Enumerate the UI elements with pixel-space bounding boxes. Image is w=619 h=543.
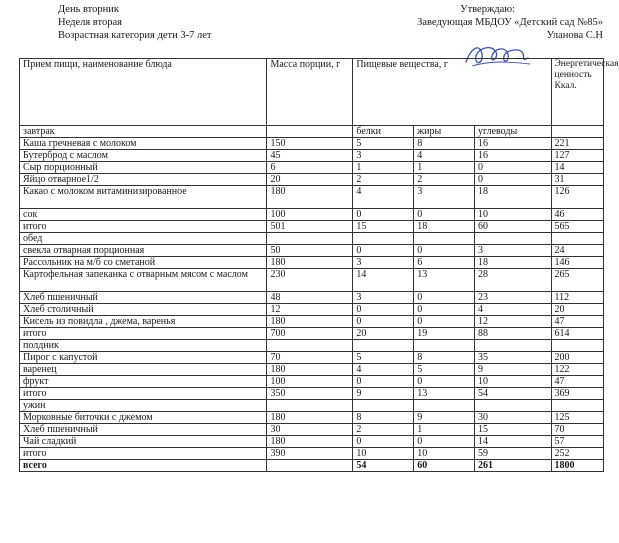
cell-mass: 501 xyxy=(267,221,353,233)
cell-carbs: 23 xyxy=(475,292,552,304)
cell-protein: 3 xyxy=(353,150,414,162)
cell-protein xyxy=(353,400,414,412)
cell-mass: 350 xyxy=(267,388,353,400)
cell-energy: 122 xyxy=(551,364,603,376)
table-row xyxy=(20,269,604,292)
table-row xyxy=(20,233,604,245)
cell-fat: 4 xyxy=(414,150,475,162)
cell-name: итого xyxy=(20,448,267,460)
cell-energy: 565 xyxy=(551,221,603,233)
cell-name: Хлеб столичный xyxy=(20,304,267,316)
cell-carbs: 30 xyxy=(475,412,552,424)
cell-fat xyxy=(414,400,475,412)
cell-carbs: 15 xyxy=(475,424,552,436)
cell-carbs: 35 xyxy=(475,352,552,364)
cell-protein: 54 xyxy=(353,460,414,472)
cell-carbs xyxy=(475,340,552,352)
cell-carbs: 16 xyxy=(475,138,552,150)
table-row xyxy=(20,186,604,209)
week-label: Неделя вторая xyxy=(58,17,122,28)
cell-carbs: 14 xyxy=(475,436,552,448)
cell-mass: 70 xyxy=(267,352,353,364)
cell-mass xyxy=(267,460,353,472)
cell-protein: 4 xyxy=(353,186,414,209)
cell-mass: 700 xyxy=(267,328,353,340)
cell-name: Морковные биточки с джемом xyxy=(20,412,267,424)
cell-energy: 614 xyxy=(551,328,603,340)
cell-protein: 0 xyxy=(353,209,414,221)
cell-energy: 57 xyxy=(551,436,603,448)
cell-fat xyxy=(414,233,475,245)
cell-energy: 252 xyxy=(551,448,603,460)
cell-energy xyxy=(551,340,603,352)
cell-protein: 0 xyxy=(353,245,414,257)
cell-protein: 1 xyxy=(353,162,414,174)
cell-carbs: 12 xyxy=(475,316,552,328)
table-row xyxy=(20,174,604,186)
cell-protein: 8 xyxy=(353,412,414,424)
cell-carbs: 0 xyxy=(475,162,552,174)
table-row xyxy=(20,424,604,436)
cell-name: итого xyxy=(20,388,267,400)
col-header-name: Прием пищи, наименование блюда xyxy=(20,59,267,126)
cell-protein xyxy=(353,340,414,352)
cell-mass: 48 xyxy=(267,292,353,304)
cell-energy: 20 xyxy=(551,304,603,316)
cell-carbs: углеводы xyxy=(475,126,552,138)
cell-fat: 9 xyxy=(414,412,475,424)
cell-fat: 5 xyxy=(414,364,475,376)
cell-fat: 0 xyxy=(414,436,475,448)
table-row xyxy=(20,376,604,388)
cell-fat: 60 xyxy=(414,460,475,472)
cell-name: свекла отварная порционная xyxy=(20,245,267,257)
cell-name: варенец xyxy=(20,364,267,376)
cell-fat: 8 xyxy=(414,352,475,364)
cell-energy xyxy=(551,400,603,412)
cell-name: Кисель из повидла , джема, варенья xyxy=(20,316,267,328)
cell-mass xyxy=(267,233,353,245)
cell-mass: 100 xyxy=(267,209,353,221)
cell-fat: 0 xyxy=(414,245,475,257)
cell-fat: 2 xyxy=(414,174,475,186)
table-row xyxy=(20,150,604,162)
cell-name: обед xyxy=(20,233,267,245)
cell-name: Какао с молоком витаминизированное xyxy=(20,186,267,209)
cell-energy: 221 xyxy=(551,138,603,150)
cell-carbs: 18 xyxy=(475,186,552,209)
cell-carbs: 18 xyxy=(475,257,552,269)
cell-name: сок xyxy=(20,209,267,221)
approve-label: Утверждаю: xyxy=(460,4,515,15)
cell-name: полдник xyxy=(20,340,267,352)
cell-energy: 125 xyxy=(551,412,603,424)
cell-energy: 24 xyxy=(551,245,603,257)
table-row xyxy=(20,460,604,472)
cell-protein: 5 xyxy=(353,138,414,150)
cell-carbs: 54 xyxy=(475,388,552,400)
cell-fat: 10 xyxy=(414,448,475,460)
cell-mass: 150 xyxy=(267,138,353,150)
cell-protein: 2 xyxy=(353,424,414,436)
cell-protein: 3 xyxy=(353,257,414,269)
cell-energy xyxy=(551,233,603,245)
cell-fat: 1 xyxy=(414,162,475,174)
cell-carbs xyxy=(475,233,552,245)
cell-mass: 12 xyxy=(267,304,353,316)
cell-name: Сыр порционный xyxy=(20,162,267,174)
cell-fat: 0 xyxy=(414,292,475,304)
table-row xyxy=(20,257,604,269)
cell-protein: 0 xyxy=(353,436,414,448)
cell-carbs: 4 xyxy=(475,304,552,316)
cell-fat: 8 xyxy=(414,138,475,150)
cell-carbs: 261 xyxy=(475,460,552,472)
table-row xyxy=(20,221,604,233)
cell-name: Картофельная запеканка с отварным мясом с маслом xyxy=(20,269,267,292)
cell-fat: 0 xyxy=(414,316,475,328)
cell-energy: 31 xyxy=(551,174,603,186)
cell-name: завтрак xyxy=(20,126,267,138)
cell-fat: 13 xyxy=(414,269,475,292)
cell-mass: 180 xyxy=(267,316,353,328)
header-left xyxy=(58,3,211,42)
cell-name: Каша гречневая с молоком xyxy=(20,138,267,150)
cell-protein: 9 xyxy=(353,388,414,400)
cell-protein: 0 xyxy=(353,376,414,388)
table-row xyxy=(20,436,604,448)
cell-name: Чай сладкий xyxy=(20,436,267,448)
cell-energy: 1800 xyxy=(551,460,603,472)
cell-carbs: 0 xyxy=(475,174,552,186)
col-header-energy: Энергетическая ценность Ккал. xyxy=(551,59,603,126)
cell-protein: 20 xyxy=(353,328,414,340)
cell-fat: 0 xyxy=(414,304,475,316)
cell-name: итого xyxy=(20,328,267,340)
cell-fat: 6 xyxy=(414,257,475,269)
cell-carbs: 10 xyxy=(475,376,552,388)
cell-fat: жиры xyxy=(414,126,475,138)
cell-energy: 369 xyxy=(551,388,603,400)
cell-protein: 4 xyxy=(353,364,414,376)
cell-name: Рассольник на м/б со сметаной xyxy=(20,257,267,269)
cell-mass: 45 xyxy=(267,150,353,162)
cell-fat: 13 xyxy=(414,388,475,400)
table-row xyxy=(20,292,604,304)
day-label: День вторник xyxy=(58,4,119,15)
cell-fat: 3 xyxy=(414,186,475,209)
cell-energy: 47 xyxy=(551,316,603,328)
cell-fat: 1 xyxy=(414,424,475,436)
cell-carbs: 10 xyxy=(475,209,552,221)
cell-protein: 14 xyxy=(353,269,414,292)
table-row xyxy=(20,316,604,328)
cell-carbs: 60 xyxy=(475,221,552,233)
cell-fat xyxy=(414,340,475,352)
cell-protein: 0 xyxy=(353,304,414,316)
cell-mass: 6 xyxy=(267,162,353,174)
cell-name: Бутерброд с маслом xyxy=(20,150,267,162)
cell-energy xyxy=(551,126,603,138)
cell-fat: 0 xyxy=(414,209,475,221)
cell-mass: 180 xyxy=(267,412,353,424)
cell-name: итого xyxy=(20,221,267,233)
cell-name: фрукт xyxy=(20,376,267,388)
cell-protein: 3 xyxy=(353,292,414,304)
cell-mass: 180 xyxy=(267,186,353,209)
menu-table xyxy=(19,58,619,472)
cell-mass xyxy=(267,126,353,138)
cell-protein: 5 xyxy=(353,352,414,364)
cell-carbs: 28 xyxy=(475,269,552,292)
col-header-mass: Масса порции, г xyxy=(267,59,353,126)
cell-energy: 70 xyxy=(551,424,603,436)
cell-protein: белки xyxy=(353,126,414,138)
cell-mass: 230 xyxy=(267,269,353,292)
table-row xyxy=(20,126,604,138)
cell-carbs: 88 xyxy=(475,328,552,340)
cell-mass: 100 xyxy=(267,376,353,388)
cell-carbs: 16 xyxy=(475,150,552,162)
cell-energy: 146 xyxy=(551,257,603,269)
name-label: Уланова С.Н xyxy=(546,30,603,41)
table-row xyxy=(20,340,604,352)
cell-fat: 19 xyxy=(414,328,475,340)
cell-energy: 200 xyxy=(551,352,603,364)
cell-mass: 50 xyxy=(267,245,353,257)
cell-name: всего xyxy=(20,460,267,472)
table-header-row xyxy=(20,59,604,126)
cell-mass xyxy=(267,400,353,412)
age-label: Возрастная категория дети 3-7 лет xyxy=(58,30,212,41)
table-row xyxy=(20,412,604,424)
cell-mass: 390 xyxy=(267,448,353,460)
col-header-nutrients: Пищевые вещества, г xyxy=(353,59,551,126)
cell-fat: 0 xyxy=(414,376,475,388)
cell-energy: 265 xyxy=(551,269,603,292)
cell-name: Пирог с капустой xyxy=(20,352,267,364)
cell-protein: 0 xyxy=(353,316,414,328)
cell-name: ужин xyxy=(20,400,267,412)
table-row xyxy=(20,245,604,257)
table-row xyxy=(20,400,604,412)
cell-carbs: 3 xyxy=(475,245,552,257)
cell-name: Яйцо отварное1/2 xyxy=(20,174,267,186)
cell-fat: 18 xyxy=(414,221,475,233)
cell-name: Хлеб пшеничный xyxy=(20,292,267,304)
cell-carbs: 9 xyxy=(475,364,552,376)
table-row xyxy=(20,364,604,376)
cell-energy: 46 xyxy=(551,209,603,221)
cell-protein: 2 xyxy=(353,174,414,186)
table-row xyxy=(20,352,604,364)
table-row xyxy=(20,304,604,316)
cell-carbs: 59 xyxy=(475,448,552,460)
cell-energy: 126 xyxy=(551,186,603,209)
table-row xyxy=(20,138,604,150)
cell-carbs xyxy=(475,400,552,412)
head-label: Заведующая МБДОУ «Детский сад №85» xyxy=(417,17,603,28)
cell-name: Хлеб пшеничный xyxy=(20,424,267,436)
cell-mass: 180 xyxy=(267,257,353,269)
cell-mass: 180 xyxy=(267,364,353,376)
table-row xyxy=(20,388,604,400)
cell-mass xyxy=(267,340,353,352)
cell-protein: 15 xyxy=(353,221,414,233)
header-right xyxy=(393,3,603,42)
cell-energy: 47 xyxy=(551,376,603,388)
table-row xyxy=(20,328,604,340)
cell-mass: 30 xyxy=(267,424,353,436)
cell-protein xyxy=(353,233,414,245)
cell-energy: 112 xyxy=(551,292,603,304)
cell-protein: 10 xyxy=(353,448,414,460)
cell-mass: 180 xyxy=(267,436,353,448)
cell-mass: 20 xyxy=(267,174,353,186)
table-row xyxy=(20,162,604,174)
table-row xyxy=(20,209,604,221)
cell-energy: 127 xyxy=(551,150,603,162)
table-row xyxy=(20,448,604,460)
cell-energy: 14 xyxy=(551,162,603,174)
